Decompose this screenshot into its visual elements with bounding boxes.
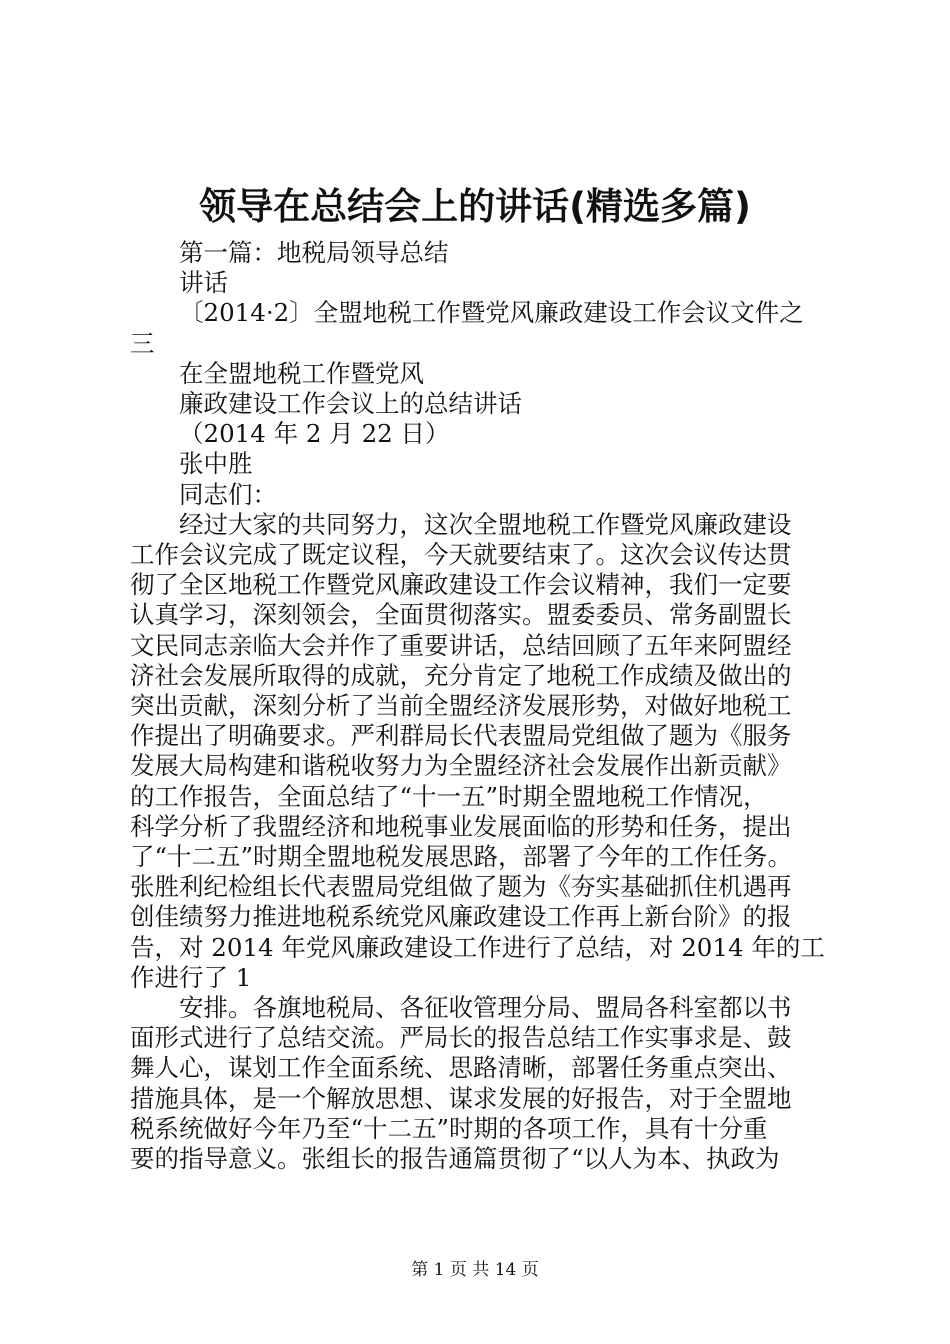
text-line: 彻了全区地税工作暨党风廉政建设工作会议精神，我们一定要 [130,570,792,600]
text-line: 舞人心，谋划工作全面系统、思路清晰，部署任务重点突出、 [130,1053,792,1083]
text-line: 突出贡献，深刻分析了当前全盟经济发展形势，对做好地税工 [130,691,792,721]
text-line: 张胜利纪检组长代表盟局党组做了题为《夯实基础抓住机遇再 [130,872,792,902]
text-line: 工作会议完成了既定议程，今天就要结束了。这次会议传达贯 [130,540,792,570]
text-line: 面形式进行了总结交流。严局长的报告总结工作实事求是、鼓 [130,1023,792,1053]
text-line: 安排。各旗地税局、各征收管理分局、盟局各科室都以书 [179,993,792,1023]
text-line: 在全盟地税工作暨党风 [179,358,424,388]
text-line: 济社会发展所取得的成就，充分肯定了地税工作成绩及做出的 [130,660,792,690]
text-line: 文民同志亲临大会并作了重要讲话，总结回顾了五年来阿盟经 [130,630,792,660]
text-line: 科学分析了我盟经济和地税事业发展面临的形势和任务，提出 [130,811,792,841]
text-line: 作提出了明确要求。严利群局长代表盟局党组做了题为《服务 [130,721,792,751]
text-line: 作进行了 1 [130,962,252,992]
text-line: 经过大家的共同努力，这次全盟地税工作暨党风廉政建设 [179,509,792,539]
text-line: 要的指导意义。张组长的报告通篇贯彻了“以人为本、执政为 [130,1144,780,1174]
document-body [130,238,835,1174]
text-line: 的工作报告，全面总结了“十一五”时期全盟地税工作情况， [130,781,768,811]
text-line: 同志们： [179,479,277,509]
text-line: 认真学习，深刻领会，全面贯彻落实。盟委委员、常务副盟长 [130,600,792,630]
text-line: （2014 年 2 月 22 日） [179,419,450,449]
text-line: 〔2014·2〕全盟地税工作暨党风廉政建设工作会议文件之 [179,298,804,328]
text-line: 三 [130,328,155,358]
text-line: 创佳绩努力推进地税系统党风廉政建设工作再上新台阶》的报 [130,902,792,932]
page-footer: 第 1 页 共 14 页 [411,1260,539,1280]
text-line: 张中胜 [179,449,253,479]
text-line: 告，对 2014 年党风廉政建设工作进行了总结，对 2014 年的工 [130,932,825,962]
text-line: 廉政建设工作会议上的总结讲话 [179,389,522,419]
text-line: 讲话 [179,268,228,298]
document-title: 领导在总结会上的讲话(精选多篇) [199,185,751,228]
text-line: 了“十二五”时期全盟地税发展思路，部署了今年的工作任务。 [130,842,793,872]
text-line: 第一篇：地税局领导总结 [179,238,449,267]
text-line: 措施具体，是一个解放思想、谋求发展的好报告，对于全盟地 [130,1083,792,1113]
text-line: 发展大局构建和谐税收努力为全盟经济社会发展作出新贡献》 [130,751,792,781]
text-line: 税系统做好今年乃至“十二五”时期的各项工作，具有十分重 [130,1113,768,1143]
